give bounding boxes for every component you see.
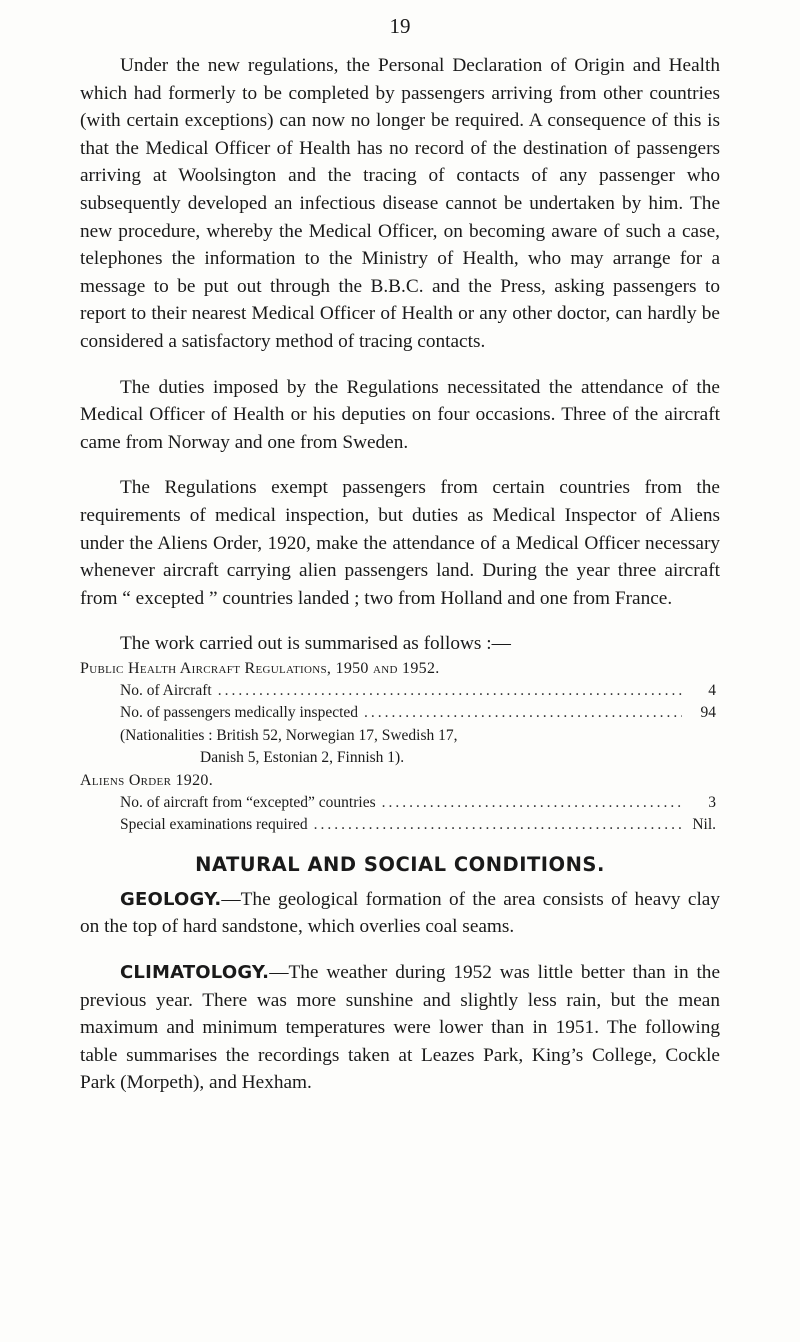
section-heading-natural-social: NATURAL AND SOCIAL CONDITIONS. xyxy=(195,852,605,876)
summary-row-excepted-aircraft xyxy=(80,792,720,815)
row-label: No. of Aircraft xyxy=(120,681,212,699)
climatology-text: —The weather during 1952 was little better than in the previous year. There was more sunshine and slightly less rain, but the mean maximum and minimum temperatures were lower than in 1951. The following table summarises the recordings taken at Leazes Park, King’s College, Cockle Park (Morpeth), and Hexham. xyxy=(80,962,720,1094)
section-heading-aliens-order: Aliens Order 1920. xyxy=(80,771,214,789)
body-text xyxy=(80,52,720,1097)
paragraph-personal-declaration: Under the new regulations, the Personal Declaration of Origin and Health which had formerly to be completed by passengers arriving from other countries (with certain exceptions) can now no longer be required. A consequence of this is that the Medical Officer of Health has no record of the destination of passengers arriving at Woolsington and the tracing of contacts of any passenger who subsequently developed an infectious disease cannot be undertaken by him. The new procedure, whereby the Medical Officer, on becoming aware of such a case, telephones the information to the Ministry of Health, who may arrange for a message to be put out through the B.B.C. and the Press, asking passengers to report to their nearest Medical Officer of Health or any other doctor, can hardly be considered a satisfactory method of tracing contacts. xyxy=(80,55,720,352)
section-heading-aircraft-regulations: Public Health Aircraft Regulations, 1950 and 1952. xyxy=(80,659,440,677)
paragraph-geology xyxy=(80,886,720,941)
paragraph-climatology xyxy=(80,959,720,1097)
summary-intro: The work carried out is summarised as follows :— xyxy=(120,633,511,655)
row-label: No. of aircraft from “excepted” countries xyxy=(120,793,376,811)
summary-row-passengers xyxy=(80,702,720,725)
row-value: 94 xyxy=(700,704,716,722)
row-value: 3 xyxy=(708,793,716,811)
geology-text: —The geological formation of the area consists of heavy clay on the top of hard sandstone, which overlies coal seams. xyxy=(80,888,720,938)
dot-leader xyxy=(364,702,682,725)
paragraph-duties-imposed: The duties imposed by the Regulations necessitated the attendance of the Medical Officer of Health or his deputies on four occasions. Three of the aircraft came from Norway and one from Sweden. xyxy=(80,376,720,453)
climatology-label: CLIMATOLOGY. xyxy=(120,962,270,984)
summary-row-special-examinations xyxy=(80,814,720,837)
page-number: 19 xyxy=(389,14,411,38)
dot-leader xyxy=(314,814,682,837)
dot-leader xyxy=(382,792,682,815)
geology-label: GEOLOGY. xyxy=(120,888,222,910)
summary-row-aircraft xyxy=(80,680,720,703)
row-label: Special examinations required xyxy=(120,816,308,834)
paragraph-regulations-exempt: The Regulations exempt passengers from certain countries from the requirements of medical inspection, but duties as Medical Inspector of Aliens under the Aliens Order, 1920, make the attendance of a Medical Officer necessary whenever aircraft carrying alien passengers land. During the year three aircraft from “ excepted ” countries landed ; two from Holland and one from France. xyxy=(80,477,720,609)
summary-block xyxy=(80,658,720,837)
dot-leader xyxy=(218,680,682,703)
row-value: Nil. xyxy=(692,816,716,834)
row-value: 4 xyxy=(708,681,716,699)
nationalities-note-continued: Danish 5, Estonian 2, Finnish 1). xyxy=(200,749,405,767)
row-label: No. of passengers medically inspected xyxy=(120,704,359,722)
nationalities-note: (Nationalities : British 52, Norwegian 17, Swedish 17, xyxy=(120,726,458,744)
